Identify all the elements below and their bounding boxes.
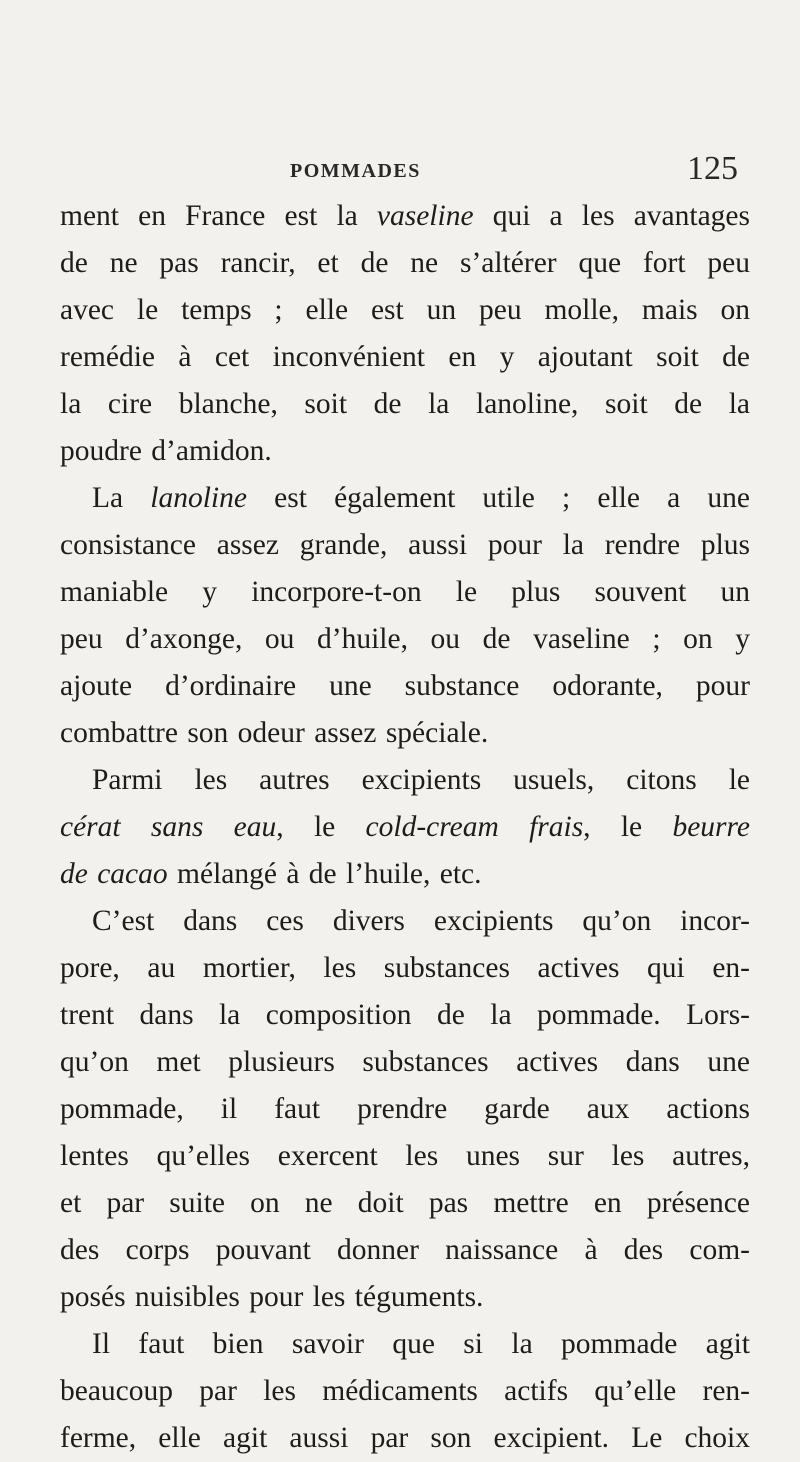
line-text: consistance assez grande, aussi pour la rendre plus (60, 529, 750, 561)
line-text: est également utile ; elle a une (246, 482, 750, 514)
line-text: et par suite on ne doit pas mettre en présence (60, 1187, 750, 1219)
text-line (60, 757, 750, 804)
text-line (60, 851, 750, 898)
text-line (60, 804, 750, 851)
italic-term: vaseline (376, 200, 474, 232)
line-text: pommade, il faut prendre garde aux actions (60, 1093, 750, 1125)
line-text: Parmi les autres excipients usuels, citons le (92, 764, 750, 796)
text-line (60, 569, 750, 616)
italic-term: de cacao (60, 858, 168, 890)
text-line (60, 522, 750, 569)
line-text: de ne pas rancir, et de ne s’altérer que fort peu (60, 247, 750, 279)
text-line (60, 1227, 750, 1274)
running-head: POMMADES (290, 160, 421, 182)
italic-term: cérat sans eau (60, 811, 277, 843)
line-text: C’est dans ces divers excipients qu’on incor- (92, 905, 750, 937)
line-text: avec le temps ; elle est un peu molle, mais on (60, 294, 750, 326)
line-text: des corps pouvant donner naissance à des com- (60, 1234, 750, 1266)
text-line (60, 663, 750, 710)
line-text: trent dans la composition de la pommade. Lors- (60, 999, 750, 1031)
line-text: combattre son odeur assez spéciale. (60, 717, 489, 749)
text-line (60, 381, 750, 428)
text-line (60, 1368, 750, 1415)
line-text: , le (583, 811, 673, 843)
line-text: la cire blanche, soit de la lanoline, soit de la (60, 388, 750, 420)
text-line (60, 1039, 750, 1086)
line-text: posés nuisibles pour les téguments. (60, 1281, 484, 1313)
line-text: pore, au mortier, les substances actives qui en- (60, 952, 750, 984)
body-text (60, 193, 750, 1462)
text-line (60, 240, 750, 287)
text-line (60, 710, 750, 757)
line-text: beaucoup par les médicaments actifs qu’elle ren- (60, 1375, 750, 1407)
line-text: lentes qu’elles exercent les unes sur les autres, (60, 1140, 750, 1172)
italic-term: cold-cream frais (365, 811, 584, 843)
text-line (60, 1274, 750, 1321)
italic-term: lanoline (150, 482, 247, 514)
line-text: remédie à cet inconvénient en y ajoutant soit de (60, 341, 750, 373)
text-line (60, 616, 750, 663)
text-line (60, 193, 750, 240)
text-line (60, 334, 750, 381)
line-text: Il faut bien savoir que si la pommade agit (92, 1328, 750, 1360)
text-line (60, 1180, 750, 1227)
page-number: 125 (687, 150, 738, 187)
text-line (60, 898, 750, 945)
line-text: poudre d’amidon. (60, 435, 272, 467)
line-text: qui a les avantages (473, 200, 750, 232)
line-text: ajoute d’ordinaire une substance odorante, pour (60, 670, 750, 702)
line-text: La (92, 482, 151, 514)
text-line (60, 1415, 750, 1462)
line-text: ferme, elle agit aussi par son excipient. Le choix (60, 1422, 750, 1454)
text-line (60, 945, 750, 992)
text-line (60, 1133, 750, 1180)
line-text: peu d’axonge, ou d’huile, ou de vaseline ; on y (60, 623, 750, 655)
line-text: ment en France est la (60, 200, 377, 232)
line-text: , le (276, 811, 366, 843)
italic-term: beurre (672, 811, 750, 843)
text-line (60, 992, 750, 1039)
text-line (60, 1086, 750, 1133)
text-line (60, 287, 750, 334)
line-text: mélangé à de l’huile, etc. (167, 858, 482, 890)
line-text: qu’on met plusieurs substances actives dans une (60, 1046, 750, 1078)
text-line (60, 475, 750, 522)
text-line (60, 1321, 750, 1368)
text-line (60, 428, 750, 475)
line-text: maniable y incorpore-t-on le plus souvent un (60, 576, 750, 608)
